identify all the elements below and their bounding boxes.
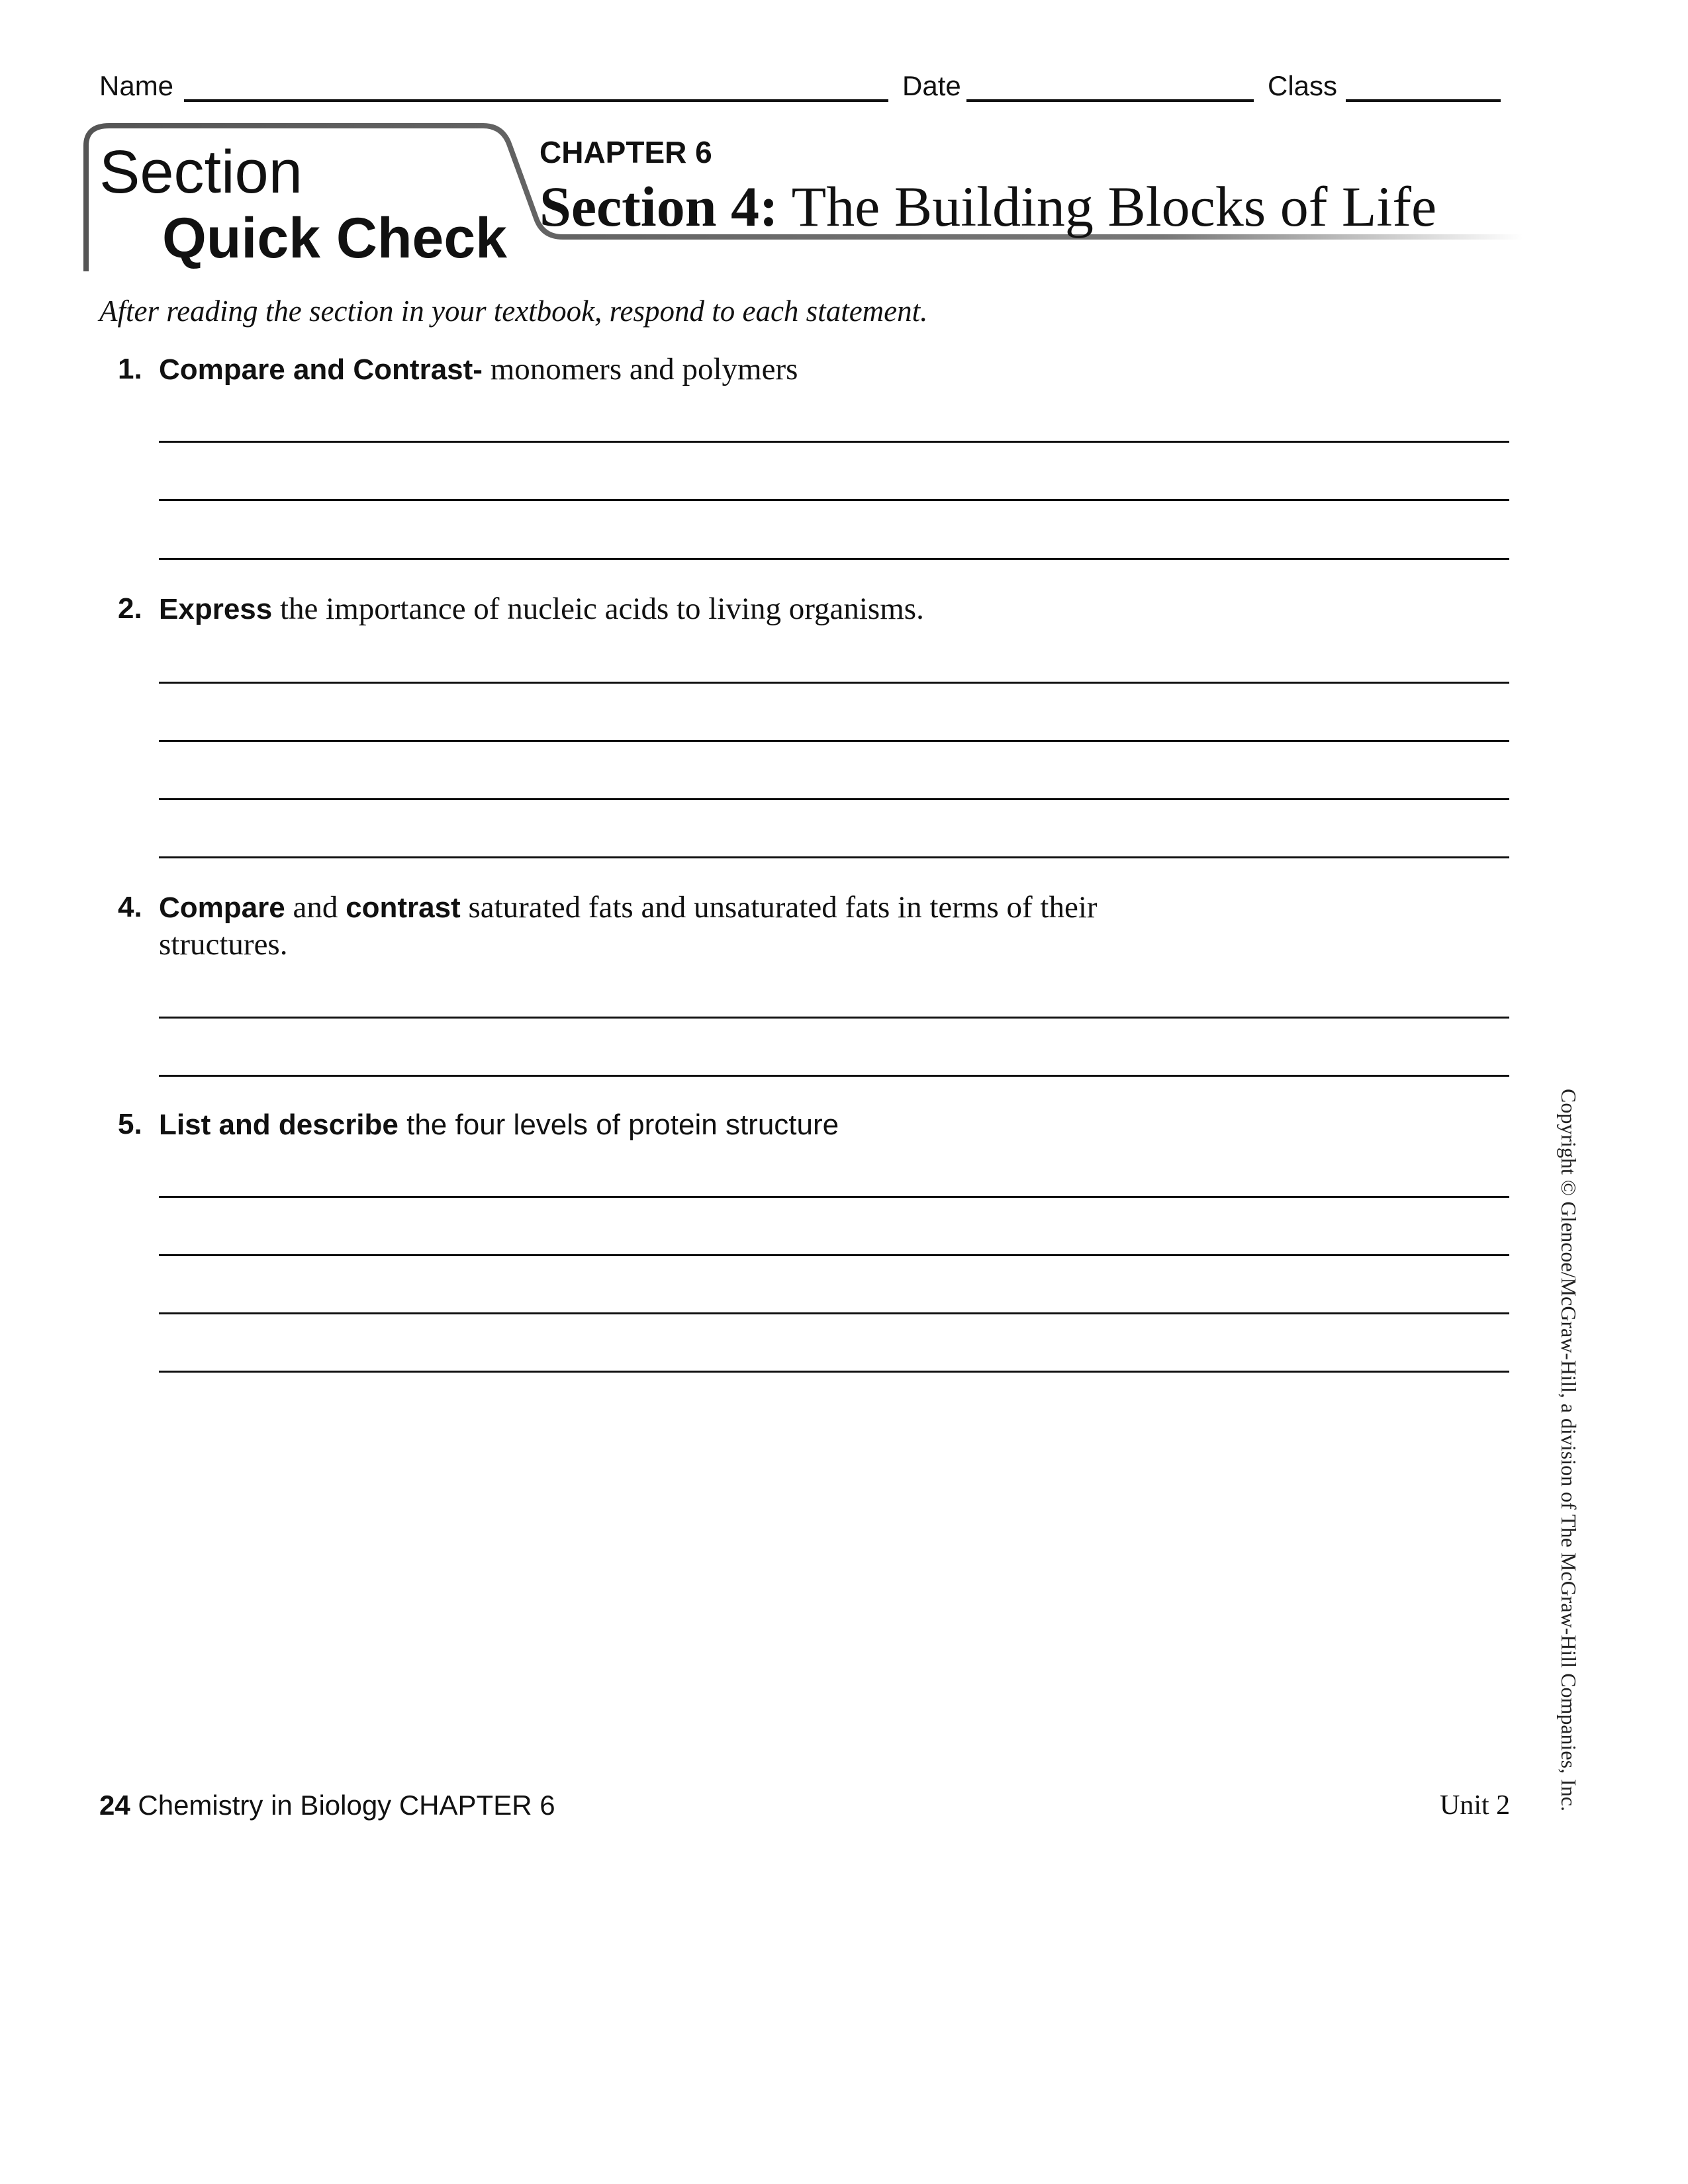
question-keyword: contrast [346, 891, 461, 924]
answer-line[interactable] [159, 740, 1509, 742]
question-4 [0, 889, 1688, 963]
answer-line[interactable] [159, 558, 1509, 560]
answer-line[interactable] [159, 441, 1509, 443]
answer-line[interactable] [159, 1254, 1509, 1256]
answer-line[interactable] [159, 1017, 1509, 1019]
question-text: the importance of nucleic acids to living organisms. [272, 592, 924, 626]
answer-line[interactable] [159, 499, 1509, 501]
section-name: The Building Blocks of Life [791, 175, 1437, 238]
class-field[interactable] [1346, 99, 1501, 102]
footer-unit: Unit 2 [1440, 1790, 1511, 1821]
answer-line[interactable] [159, 798, 1509, 800]
date-field[interactable] [966, 99, 1254, 102]
question-1 [0, 351, 1688, 388]
question-keyword: Compare [159, 891, 285, 924]
chapter-label: CHAPTER 6 [539, 135, 712, 169]
page-number: 24 [99, 1790, 130, 1821]
date-label: Date [902, 70, 961, 101]
answer-line[interactable] [159, 1075, 1509, 1077]
question-text: saturated fats and unsaturated fats in terms of their [460, 890, 1098, 925]
class-label: Class [1268, 70, 1338, 101]
question-number: 5. [118, 1108, 142, 1140]
question-keyword: Express [159, 593, 273, 625]
name-field[interactable] [184, 99, 888, 102]
instructions: After reading the section in your textbook, respond to each statement. [99, 295, 928, 328]
quick-check-heading: Quick Check [162, 206, 507, 270]
answer-line[interactable] [159, 682, 1509, 684]
question-text: and [285, 890, 346, 925]
question-5 [0, 1106, 1688, 1143]
question-text: monomers and polymers [482, 352, 798, 387]
copyright-notice: Copyright © Glencoe/McGraw-Hill, a division of The McGraw-Hill Companies, Inc. [1557, 1089, 1581, 1811]
section-number: Section 4: [539, 175, 778, 238]
answer-line[interactable] [159, 856, 1509, 858]
footer-left [99, 1787, 555, 1824]
answer-line[interactable] [159, 1371, 1509, 1373]
footer-book-title: Chemistry in Biology CHAPTER 6 [130, 1790, 555, 1821]
section-title [539, 173, 1436, 240]
answer-line[interactable] [159, 1196, 1509, 1198]
question-text: the four levels of protein structure [398, 1109, 839, 1141]
section-quick-check-heading: Section [99, 138, 303, 206]
question-number: 2. [118, 592, 142, 625]
name-label: Name [99, 70, 174, 101]
question-number: 4. [118, 891, 142, 923]
question-number: 1. [118, 353, 142, 385]
question-keyword: List and describe [159, 1109, 399, 1141]
question-2 [0, 590, 1688, 627]
answer-line[interactable] [159, 1312, 1509, 1314]
question-keyword: Compare and Contrast- [159, 353, 483, 386]
question-text-continued: structures. [159, 927, 288, 962]
